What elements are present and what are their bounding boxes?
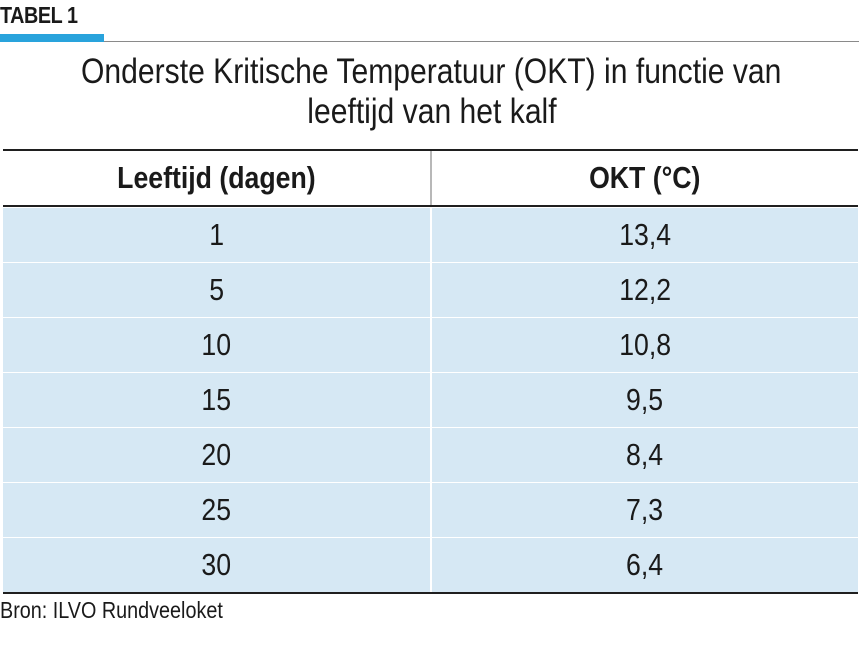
cell-okt-value: 13,4 bbox=[619, 217, 671, 252]
cell-okt-value: 6,4 bbox=[626, 547, 664, 582]
cell-okt bbox=[432, 263, 858, 317]
column-header-okt-label: OKT (°C) bbox=[589, 160, 701, 195]
cell-okt bbox=[432, 373, 858, 427]
cell-age-value: 20 bbox=[201, 437, 232, 472]
table-number-label: TABEL 1 bbox=[0, 2, 78, 28]
cell-okt bbox=[432, 483, 858, 537]
cell-age bbox=[3, 538, 432, 592]
title-line-2: leeftijd van het kalf bbox=[306, 92, 557, 131]
cell-okt-value: 10,8 bbox=[619, 327, 671, 362]
table-row bbox=[3, 427, 858, 482]
cell-age bbox=[3, 373, 432, 427]
cell-age-value: 25 bbox=[201, 492, 232, 527]
source-note: Bron: ILVO Rundveeloket bbox=[0, 597, 223, 623]
table-row bbox=[3, 372, 858, 427]
cell-okt-value: 8,4 bbox=[626, 437, 664, 472]
cell-age-value: 15 bbox=[201, 382, 232, 417]
column-header-age bbox=[3, 151, 432, 205]
label-accent-bar bbox=[0, 34, 104, 42]
cell-okt bbox=[432, 538, 858, 592]
table-row bbox=[3, 482, 858, 537]
cell-age-value: 1 bbox=[209, 217, 224, 252]
cell-age bbox=[3, 483, 432, 537]
title-line-1: Onderste Kritische Temperatuur (OKT) in functie van bbox=[81, 52, 782, 91]
cell-age-value: 10 bbox=[201, 327, 232, 362]
table-row bbox=[3, 537, 858, 592]
cell-okt bbox=[432, 208, 858, 262]
cell-age bbox=[3, 263, 432, 317]
table-row bbox=[3, 262, 858, 317]
table-body bbox=[3, 207, 858, 592]
table-row bbox=[3, 207, 858, 262]
table-title bbox=[0, 52, 863, 132]
cell-age-value: 30 bbox=[201, 547, 232, 582]
cell-age bbox=[3, 318, 432, 372]
column-header-age-label: Leeftijd (dagen) bbox=[117, 160, 316, 195]
cell-age-value: 5 bbox=[209, 272, 224, 307]
cell-okt-value: 7,3 bbox=[626, 492, 664, 527]
label-divider-line bbox=[104, 41, 859, 42]
table-row bbox=[3, 317, 858, 372]
cell-okt-value: 12,2 bbox=[619, 272, 671, 307]
cell-okt bbox=[432, 318, 858, 372]
cell-age bbox=[3, 428, 432, 482]
cell-okt-value: 9,5 bbox=[626, 382, 664, 417]
table-header-row bbox=[3, 151, 858, 207]
column-header-okt bbox=[432, 151, 858, 205]
data-table bbox=[3, 149, 858, 594]
cell-okt bbox=[432, 428, 858, 482]
cell-age bbox=[3, 208, 432, 262]
